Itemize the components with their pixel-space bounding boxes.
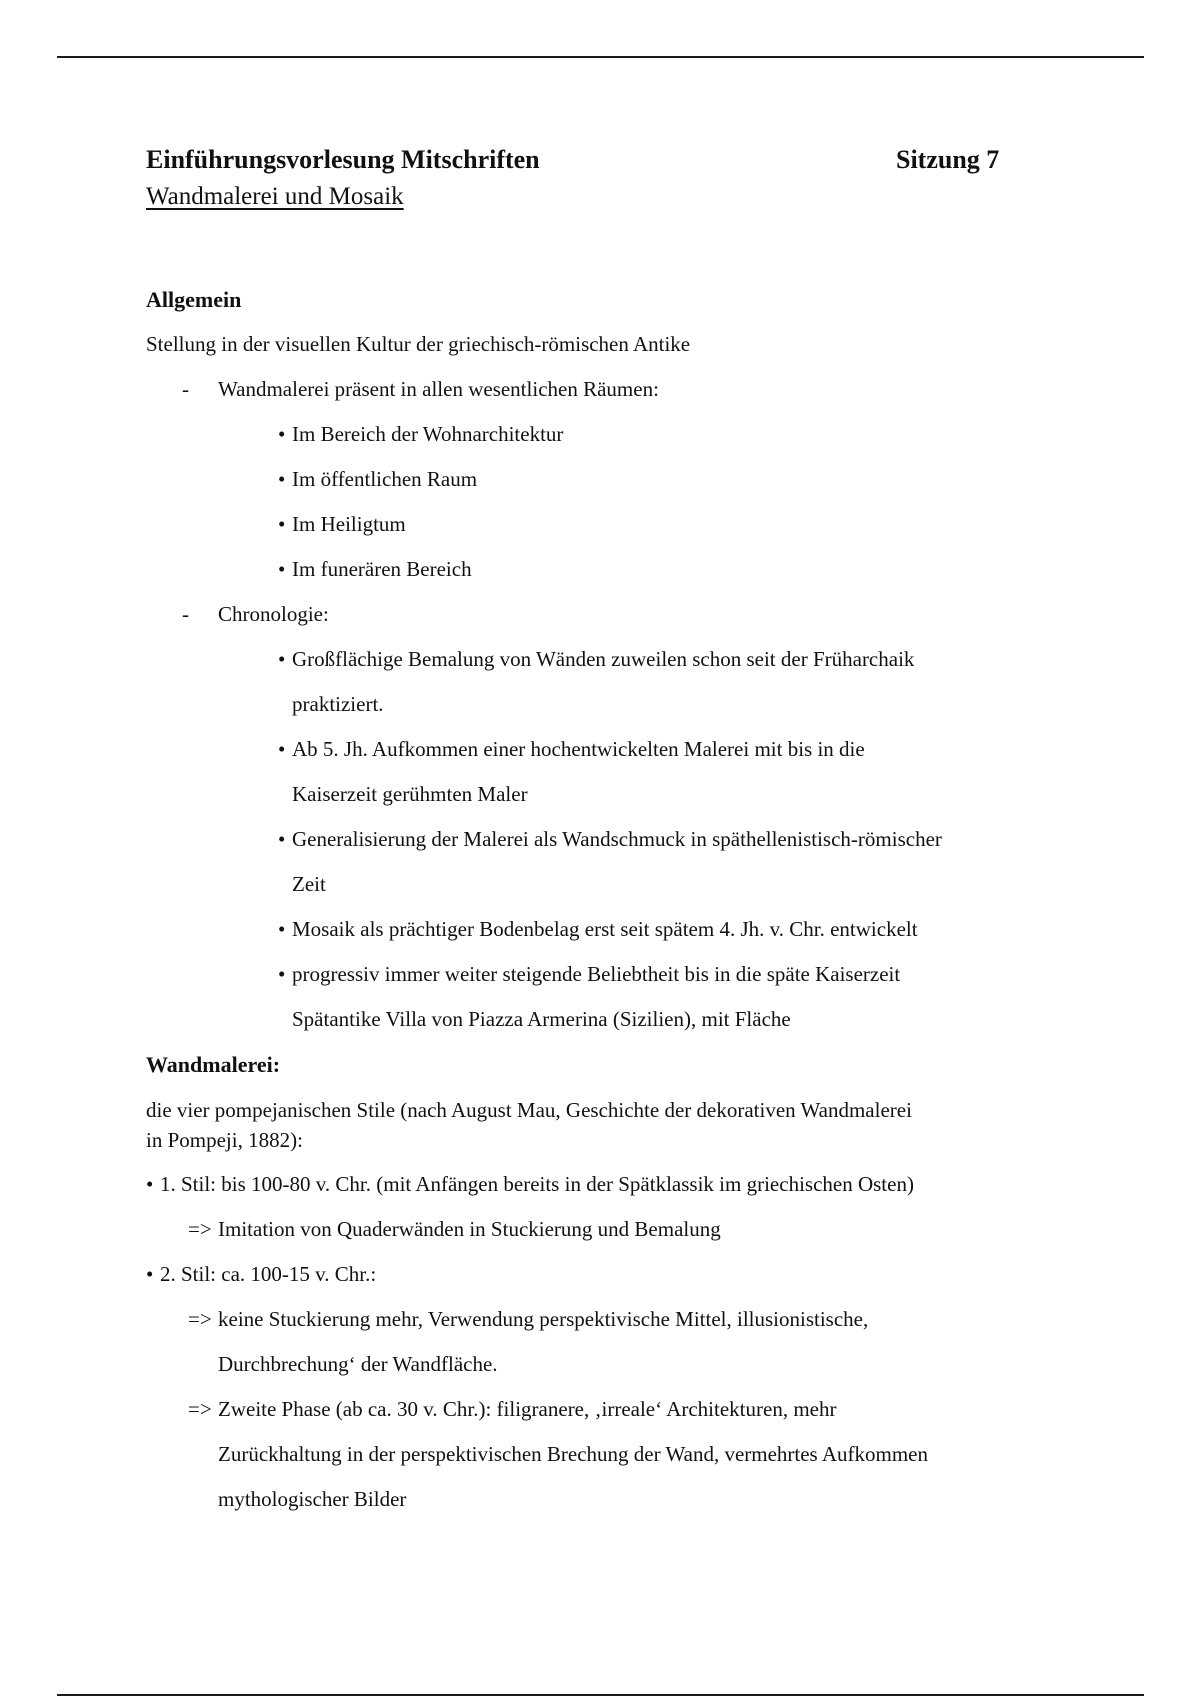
arrow-note [146,1297,1066,1387]
arrow-note-line: Zurückhaltung in der perspektivischen Brechung der Wand, vermehrtes Aufkommen [218,1442,928,1466]
section-heading-wandmalerei: Wandmalerei: [146,1052,281,1077]
list-item-line: Mosaik als prächtiger Bodenbelag erst seit spätem 4. Jh. v. Chr. entwickelt [292,917,918,941]
list-item-line: praktiziert. [292,692,384,716]
list-item-line: Ab 5. Jh. Aufkommen einer hochentwickelten Malerei mit bis in die [292,737,865,761]
list-item [146,907,1066,952]
dash-marker: - [182,602,189,626]
stil-1-label: 1. Stil: bis 100-80 v. Chr. (mit Anfängen bereits in der Spätklassik im griechischen Osten) [160,1172,914,1196]
list-item-line: Spätantike Villa von Piazza Armerina (Sizilien), mit Fläche [292,1007,791,1031]
arrow-note-line: mythologischer Bilder [218,1487,407,1511]
list-item-stil-1 [146,1162,1066,1207]
bullet-marker: • [278,827,286,851]
wandmalerei-intro [146,1087,1066,1162]
session-label: Sitzung 7 [896,145,1000,174]
chronologie-label: Chronologie: [218,602,329,626]
list-item-line: Kaiserzeit gerühmten Maler [292,782,528,806]
list-item-text: Im Heiligtum [292,512,406,536]
list-item [146,412,1066,457]
arrow-note-line: Zweite Phase (ab ca. 30 v. Chr.): filigranere, ‚irreale‘ Architekturen, mehr [218,1397,837,1421]
list-item [146,952,1066,1042]
bullet-marker: • [278,422,286,446]
bullet-marker: • [278,557,286,581]
list-item [146,727,1066,817]
list-item-text: Im funerären Bereich [292,557,472,581]
list-item-line: progressiv immer weiter steigende Beliebtheit bis in die späte Kaiserzeit [292,962,901,986]
arrow-marker: => [188,1397,212,1421]
document-subtitle: Wandmalerei und Mosaik [146,183,404,210]
document-page [146,140,1066,1522]
bullet-marker: • [278,917,286,941]
bullet-marker: • [278,467,286,491]
list-item [146,817,1066,907]
list-item-stil-2 [146,1252,1066,1297]
arrow-note [146,1207,1066,1252]
praesenz-label: Wandmalerei präsent in allen wesentlichen Räumen: [218,377,659,401]
list-item [146,547,1066,592]
arrow-note-line: Imitation von Quaderwänden in Stuckierung und Bemalung [218,1217,721,1241]
stil-2-label: 2. Stil: ca. 100-15 v. Chr.: [160,1262,377,1286]
bottom-rule [57,1694,1144,1696]
section-heading-allgemein: Allgemein [146,287,242,312]
arrow-note-line: Durchbrechung‘ der Wandfläche. [218,1352,498,1376]
bullet-marker: • [278,647,286,671]
list-item [146,457,1066,502]
allgemein-intro: Stellung in der visuellen Kultur der griechisch-römischen Antike [146,332,691,356]
arrow-marker: => [188,1217,212,1241]
bullet-marker: • [146,1262,154,1286]
list-item-text: Im Bereich der Wohnarchitektur [292,422,564,446]
bullet-marker: • [278,737,286,761]
list-item [146,637,1066,727]
bullet-marker: • [146,1172,154,1196]
arrow-marker: => [188,1307,212,1331]
top-rule [57,56,1144,58]
list-item-text: Im öffentlichen Raum [292,467,478,491]
document-title: Einführungsvorlesung Mitschriften [146,145,540,174]
title-row [146,140,1066,180]
intro-line: in Pompeji, 1882): [146,1128,303,1152]
list-item-line: Zeit [292,872,326,896]
list-item [146,502,1066,547]
bullet-marker: • [278,512,286,536]
list-item-line: Großflächige Bemalung von Wänden zuweilen schon seit der Früharchaik [292,647,915,671]
arrow-note-line: keine Stuckierung mehr, Verwendung perspektivische Mittel, illusionistische, [218,1307,869,1331]
dash-marker: - [182,377,189,401]
list-item-praesenz [146,367,1066,412]
intro-line: die vier pompejanischen Stile (nach August Mau, Geschichte der dekorativen Wandmalerei [146,1098,912,1122]
bullet-marker: • [278,962,286,986]
list-item-chronologie [146,592,1066,637]
arrow-note [146,1387,1066,1522]
list-item-line: Generalisierung der Malerei als Wandschmuck in späthellenistisch-römischer [292,827,942,851]
